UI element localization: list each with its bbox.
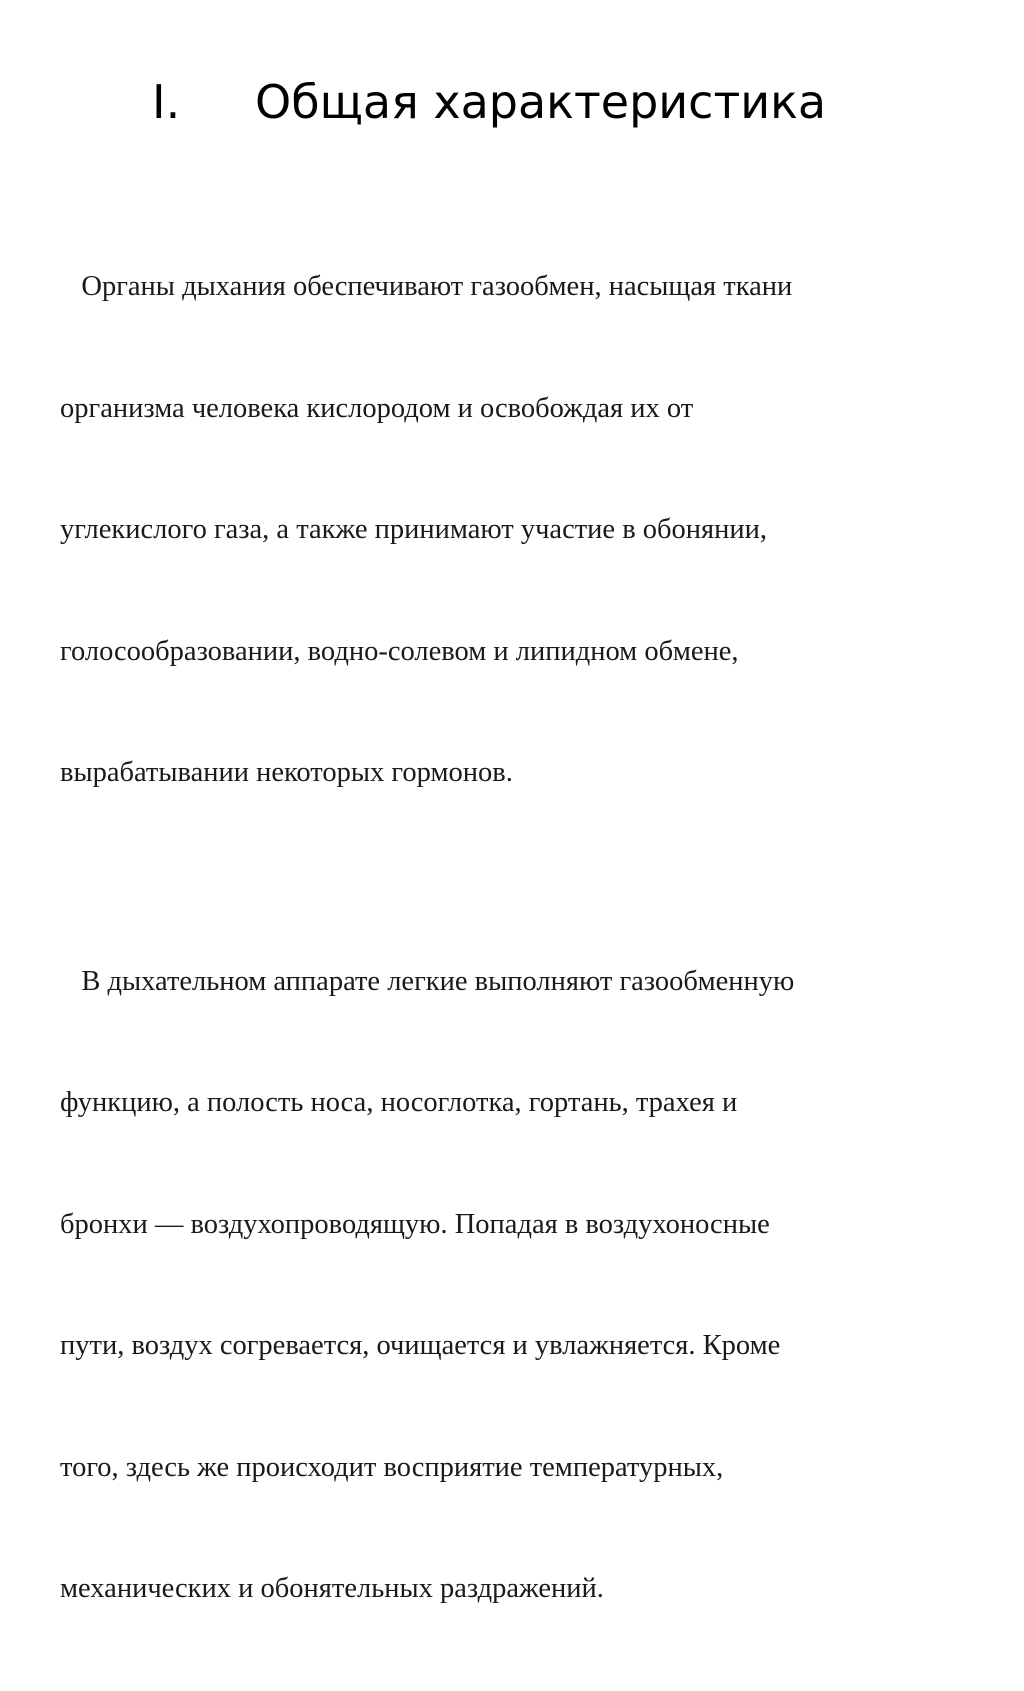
paragraph-line: углекислого газа, а также принимают участие в обонянии, <box>60 514 768 545</box>
paragraph-line: механических и обонятельных раздражений. <box>60 1573 604 1604</box>
paragraph-line: голосообразовании, водно-солевом и липидном обмене, <box>60 635 739 667</box>
slide-body <box>60 186 960 1691</box>
paragraph-line: того, здесь же происходит восприятие температурных, <box>60 1451 724 1483</box>
paragraph-line: функцию, а полость носа, носоглотка, гортань, трахея и <box>60 1087 738 1118</box>
title-number: I. <box>152 75 181 129</box>
title-text: Общая характеристика <box>255 75 827 129</box>
paragraph-2 <box>60 881 960 1691</box>
paragraph-line: бронхи — воздухопроводящую. Попадая в воздухоносные <box>60 1208 770 1240</box>
paragraph-line: В дыхательном аппарате легкие выполняют газообменную <box>60 965 795 997</box>
paragraph-line: вырабатывании некоторых гормонов. <box>60 757 513 788</box>
paragraph-line: Органы дыхания обеспечивают газообмен, насыщая ткани <box>60 271 793 302</box>
paragraph-line: пути, воздух согревается, очищается и увлажняется. Кроме <box>60 1330 781 1361</box>
slide-title <box>0 62 1024 142</box>
paragraph-line: организма человека кислородом и освобождая их от <box>60 392 694 424</box>
paragraph-1 <box>60 186 960 875</box>
